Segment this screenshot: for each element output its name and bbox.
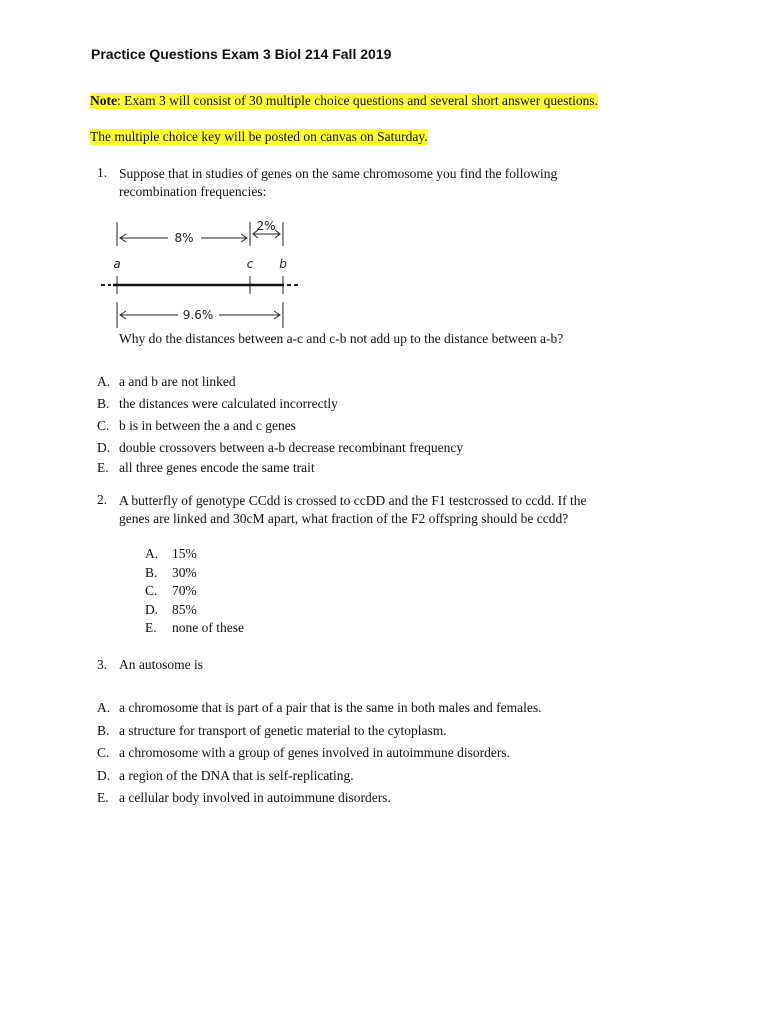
option-letter: E.: [97, 460, 109, 475]
option-text: a cellular body involved in autoimmune disorders.: [119, 790, 391, 805]
q1-text-line1: Suppose that in studies of genes on the same chromosome you find the following: [119, 166, 558, 181]
q1-option-b: [97, 393, 463, 415]
option-letter: C.: [145, 583, 158, 598]
q3-option-a: [97, 697, 542, 720]
option-text: 15%: [172, 546, 197, 561]
note-banner: [90, 93, 598, 109]
q2-option-a: [145, 545, 244, 564]
q1-option-d: [97, 437, 463, 457]
option-text: double crossovers between a-b decrease recombinant frequency: [119, 440, 464, 455]
q3-option-e: [97, 787, 542, 810]
q2-options: [145, 545, 244, 638]
q2-option-c: [145, 582, 244, 601]
label-gene-c: c: [246, 257, 254, 271]
q3-option-c: [97, 742, 542, 765]
option-text: none of these: [172, 620, 244, 635]
option-letter: D.: [97, 767, 111, 783]
option-text: b is in between the a and c genes: [119, 418, 296, 433]
option-text: a and b are not linked: [119, 374, 236, 389]
option-text: a region of the DNA that is self-replicating.: [119, 767, 354, 783]
q1-option-c: [97, 415, 463, 437]
option-letter: B.: [97, 396, 110, 411]
option-text: all three genes encode the same trait: [119, 460, 315, 475]
option-text: a structure for transport of genetic material to the cytoplasm.: [119, 722, 447, 738]
option-letter: C.: [97, 418, 110, 433]
q1-text: [119, 165, 557, 201]
key-notice: The multiple choice key will be posted on canvas on Saturday.: [90, 129, 428, 144]
page-title: Practice Questions Exam 3 Biol 214 Fall 2019: [91, 46, 392, 62]
label-cb-distance: 2%: [256, 219, 276, 233]
q3-options: [97, 697, 542, 810]
label-ab-distance: 9.6%: [182, 308, 214, 322]
option-letter: B.: [97, 722, 110, 738]
option-letter: C.: [97, 745, 110, 760]
q2-option-d: [145, 601, 244, 620]
option-text: 70%: [172, 583, 197, 598]
option-letter: A.: [145, 546, 159, 561]
q3-text: An autosome is: [119, 657, 203, 672]
q2-option-e: [145, 619, 244, 638]
q1-number: 1.: [97, 165, 108, 180]
q1-text-line2: recombination frequencies:: [119, 184, 267, 199]
q3-option-d: [97, 765, 542, 788]
gene-map-diagram: [98, 214, 308, 334]
label-gene-a: a: [113, 257, 121, 271]
label-ac-distance: 8%: [174, 231, 194, 245]
option-text: 85%: [172, 601, 197, 617]
label-gene-b: b: [279, 257, 287, 271]
q2-number: 2.: [97, 492, 108, 507]
q2-text-line2: genes are linked and 30cM apart, what fraction of the F2 offspring should be ccdd?: [119, 511, 569, 526]
q1-option-e: [97, 457, 463, 477]
note-label: Note: [90, 93, 117, 108]
option-text: a chromosome with a group of genes involved in autoimmune disorders.: [119, 745, 511, 760]
note-text: : Exam 3 will consist of 30 multiple choice questions and several short answer questions.: [117, 93, 599, 108]
option-text: the distances were calculated incorrectly: [119, 396, 338, 411]
q3-option-b: [97, 720, 542, 743]
option-letter: E.: [145, 620, 157, 635]
option-letter: A.: [97, 374, 111, 389]
q1-options: [97, 371, 463, 477]
option-text: a chromosome that is part of a pair that is the same in both males and females.: [119, 700, 542, 715]
q1-option-a: [97, 371, 463, 393]
option-letter: A.: [97, 700, 111, 715]
option-letter: D.: [145, 601, 159, 617]
q3-number: 3.: [97, 657, 108, 672]
option-letter: B.: [145, 564, 158, 580]
q2-text: [119, 492, 587, 528]
q2-option-b: [145, 564, 244, 583]
q2-text-line1: A butterfly of genotype CCdd is crossed to ccDD and the F1 testcrossed to ccdd. If the: [119, 493, 587, 508]
option-text: 30%: [172, 564, 197, 580]
option-letter: D.: [97, 440, 111, 455]
q1-followup: Why do the distances between a-c and c-b not add up to the distance between a-b?: [119, 331, 564, 346]
option-letter: E.: [97, 790, 109, 805]
